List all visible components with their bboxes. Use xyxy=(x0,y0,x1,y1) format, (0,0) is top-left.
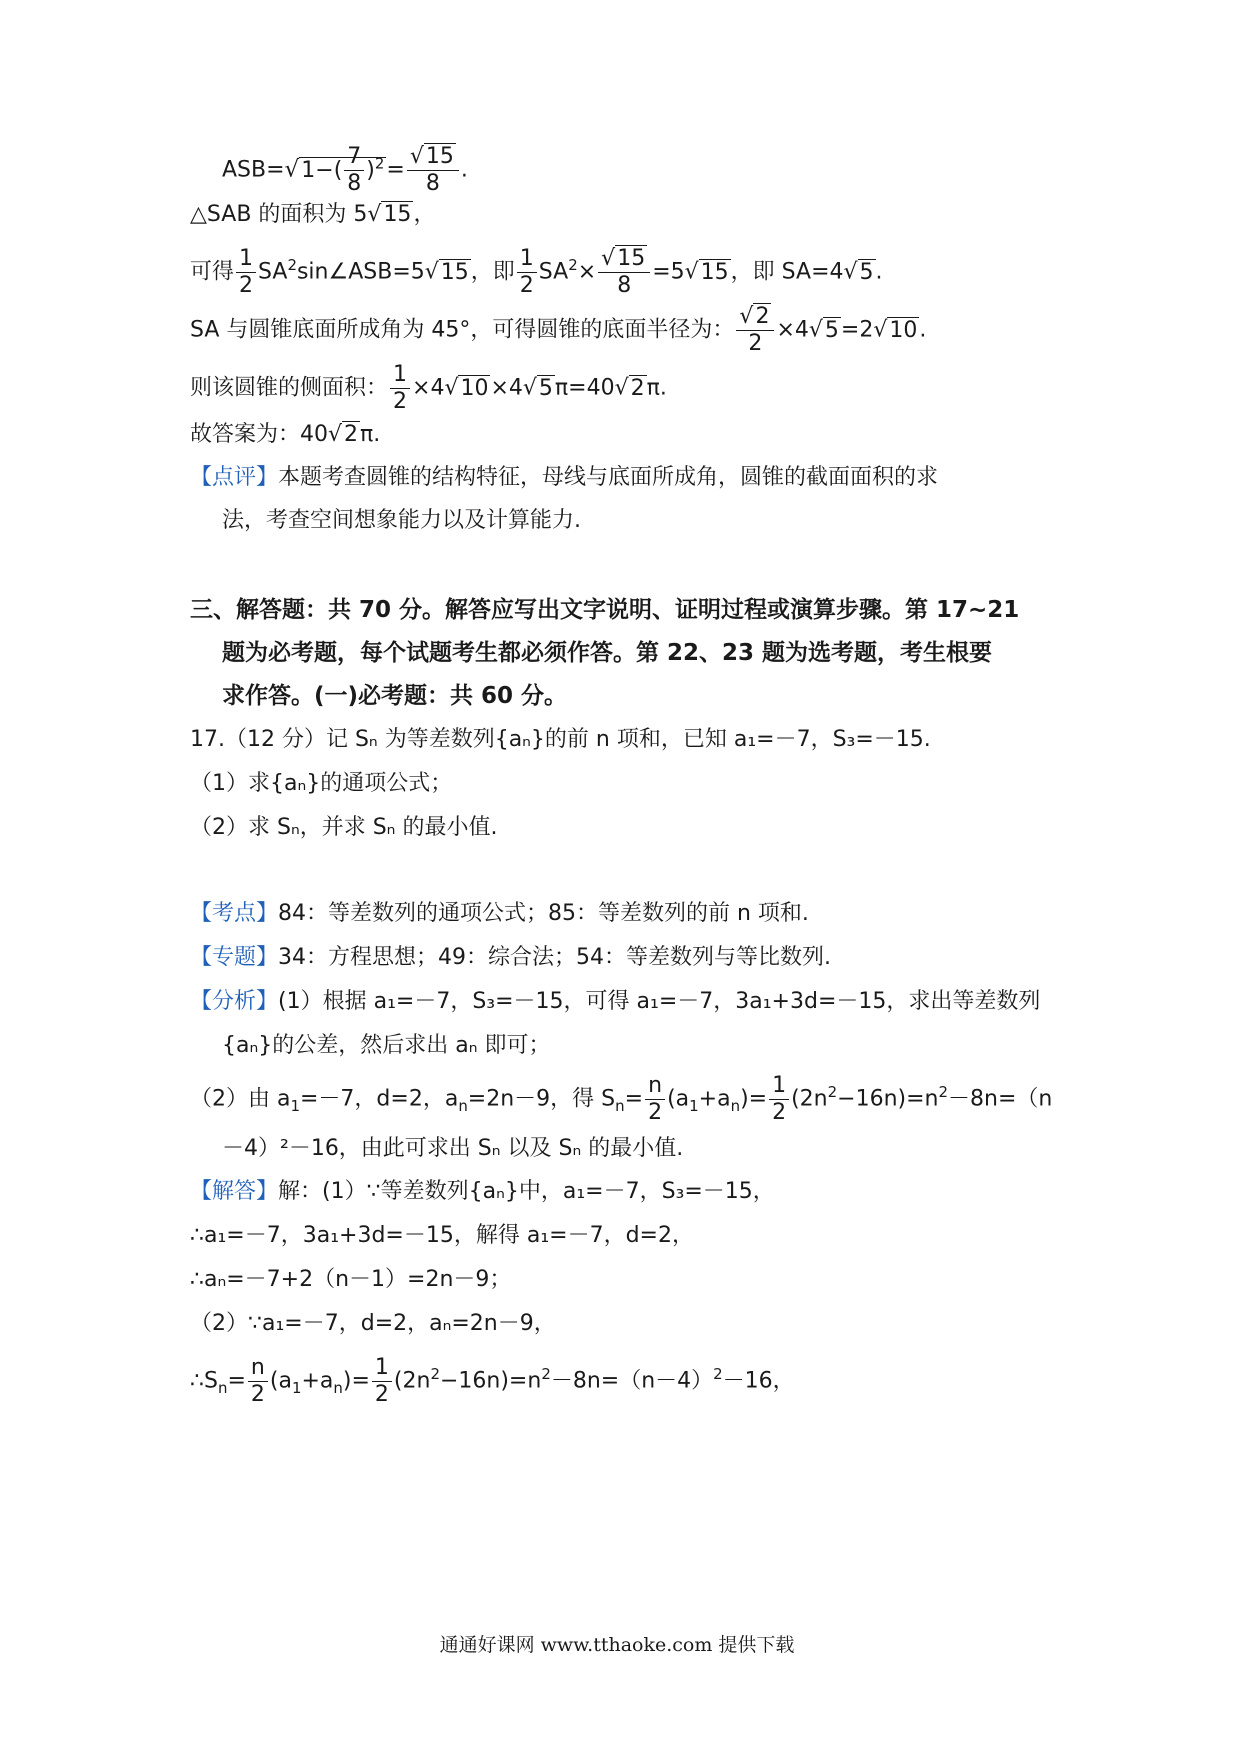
fenxi-tag: 【分析】 xyxy=(190,989,279,1014)
section-heading-2: 题为必考题，每个试题考生都必须作答。第 22、23 题为选考题，考生根要 xyxy=(222,640,993,666)
jieda-text-1: 解：(1）∵等差数列{aₙ}中，a₁=－7，S₃=－15， xyxy=(278,1179,775,1204)
asb-formula: ASB=√1−( $\frac{7}{8}$ )$^2$= $\frac{√15}{8}$ . xyxy=(222,144,468,196)
zhuanti-tag: 【专题】 xyxy=(190,945,279,970)
section-heading-1: 三、解答题：共 70 分。解答应写出文字说明、证明过程或演算步骤。第 17~21 xyxy=(190,597,1020,623)
section-heading-3: 求作答。(一)必考题：共 60 分。 xyxy=(222,683,568,709)
question-17-part-2: （2）求 Sₙ，并求 Sₙ 的最小值. xyxy=(190,815,498,840)
review-text: 本题考查圆锥的结构特征，母线与底面所成角，圆锥的截面面积的求 xyxy=(278,465,939,490)
fenxi-line-2: {aₙ}的公差，然后求出 aₙ 即可； xyxy=(222,1033,551,1058)
fenxi-line xyxy=(190,987,1040,1017)
page-footer: 通通好课网 www.tthaoke.com 提供下载 xyxy=(439,1634,795,1656)
zhuanti-line xyxy=(190,943,831,973)
question-17-part-1: （1）求{aₙ}的通项公式； xyxy=(190,771,453,796)
jieda-line-4: （2）∵a₁=－7，d=2，aₙ=2n－9， xyxy=(190,1311,556,1336)
question-17: 17.（12 分）记 Sₙ 为等差数列{aₙ}的前 n 项和，已知 a₁=－7，S₃=－15. xyxy=(190,727,931,752)
review-line-2: 法，考查空间想象能力以及计算能力. xyxy=(222,508,581,533)
jieda-line-2: ∴a₁=－7，3a₁+3d=－15，解得 a₁=－7，d=2， xyxy=(190,1223,694,1248)
kaodian-text: 84：等差数列的通项公式；85：等差数列的前 n 项和. xyxy=(278,901,809,926)
kaodian-tag: 【考点】 xyxy=(190,901,279,926)
derive-sa-line: 可得 $\frac{1}{2}$ $SA^2\sin\angle ASB=5√15$，即 $\frac{1}{2}$ $SA^2\times$ $\frac{√15}{8}$ =5√15，即 SA=4√5. xyxy=(190,246,883,298)
answer-line: 故答案为：40√2π. xyxy=(190,422,381,447)
jieda-line-5: $\therefore S_n=$ $\frac{n}{2}$ $(a_1+a_n)=$ $\frac{1}{2}$ $(2n^2-16n)=n^2-8n=(n-4)^2-16$， xyxy=(190,1355,795,1407)
review-tag: 【点评】 xyxy=(190,465,279,490)
fenxi-line-3: （2）由 $a_1=-7$，d=2，$a_n=2n-9$，得 $S_n=$ $\frac{n}{2}$ $(a_1+a_n)=$ $\frac{1}{2}$ $(2n^2-16n)=n^2-8n=(n$ xyxy=(190,1073,1053,1125)
jieda-line-3: ∴aₙ=－7+2（n－1）=2n－9； xyxy=(190,1267,512,1292)
radius-line: SA 与圆锥底面所成角为 45°，可得圆锥的底面半径为： $\frac{√2}{2}$ ×4√5=2√10. xyxy=(190,304,927,356)
jieda-tag: 【解答】 xyxy=(190,1179,279,1204)
triangle-area-line: △SAB 的面积为 5√15， xyxy=(190,202,436,227)
fenxi-text-1: (1）根据 a₁=－7，S₃=－15，可得 a₁=－7，3a₁+3d=－15，求出等差数列 xyxy=(278,989,1041,1014)
zhuanti-text: 34：方程思想；49：综合法；54：等差数列与等比数列. xyxy=(278,945,831,970)
kaodian-line xyxy=(190,899,809,929)
fenxi-line-4: －4）²－16，由此可求出 Sₙ 以及 Sₙ 的最小值. xyxy=(222,1136,684,1161)
jieda-line xyxy=(190,1177,775,1207)
review-line xyxy=(190,463,938,493)
lateral-area-line: 则该圆锥的侧面积： $\frac{1}{2}$ ×4√10×4√5π=40√2π. xyxy=(190,362,667,414)
